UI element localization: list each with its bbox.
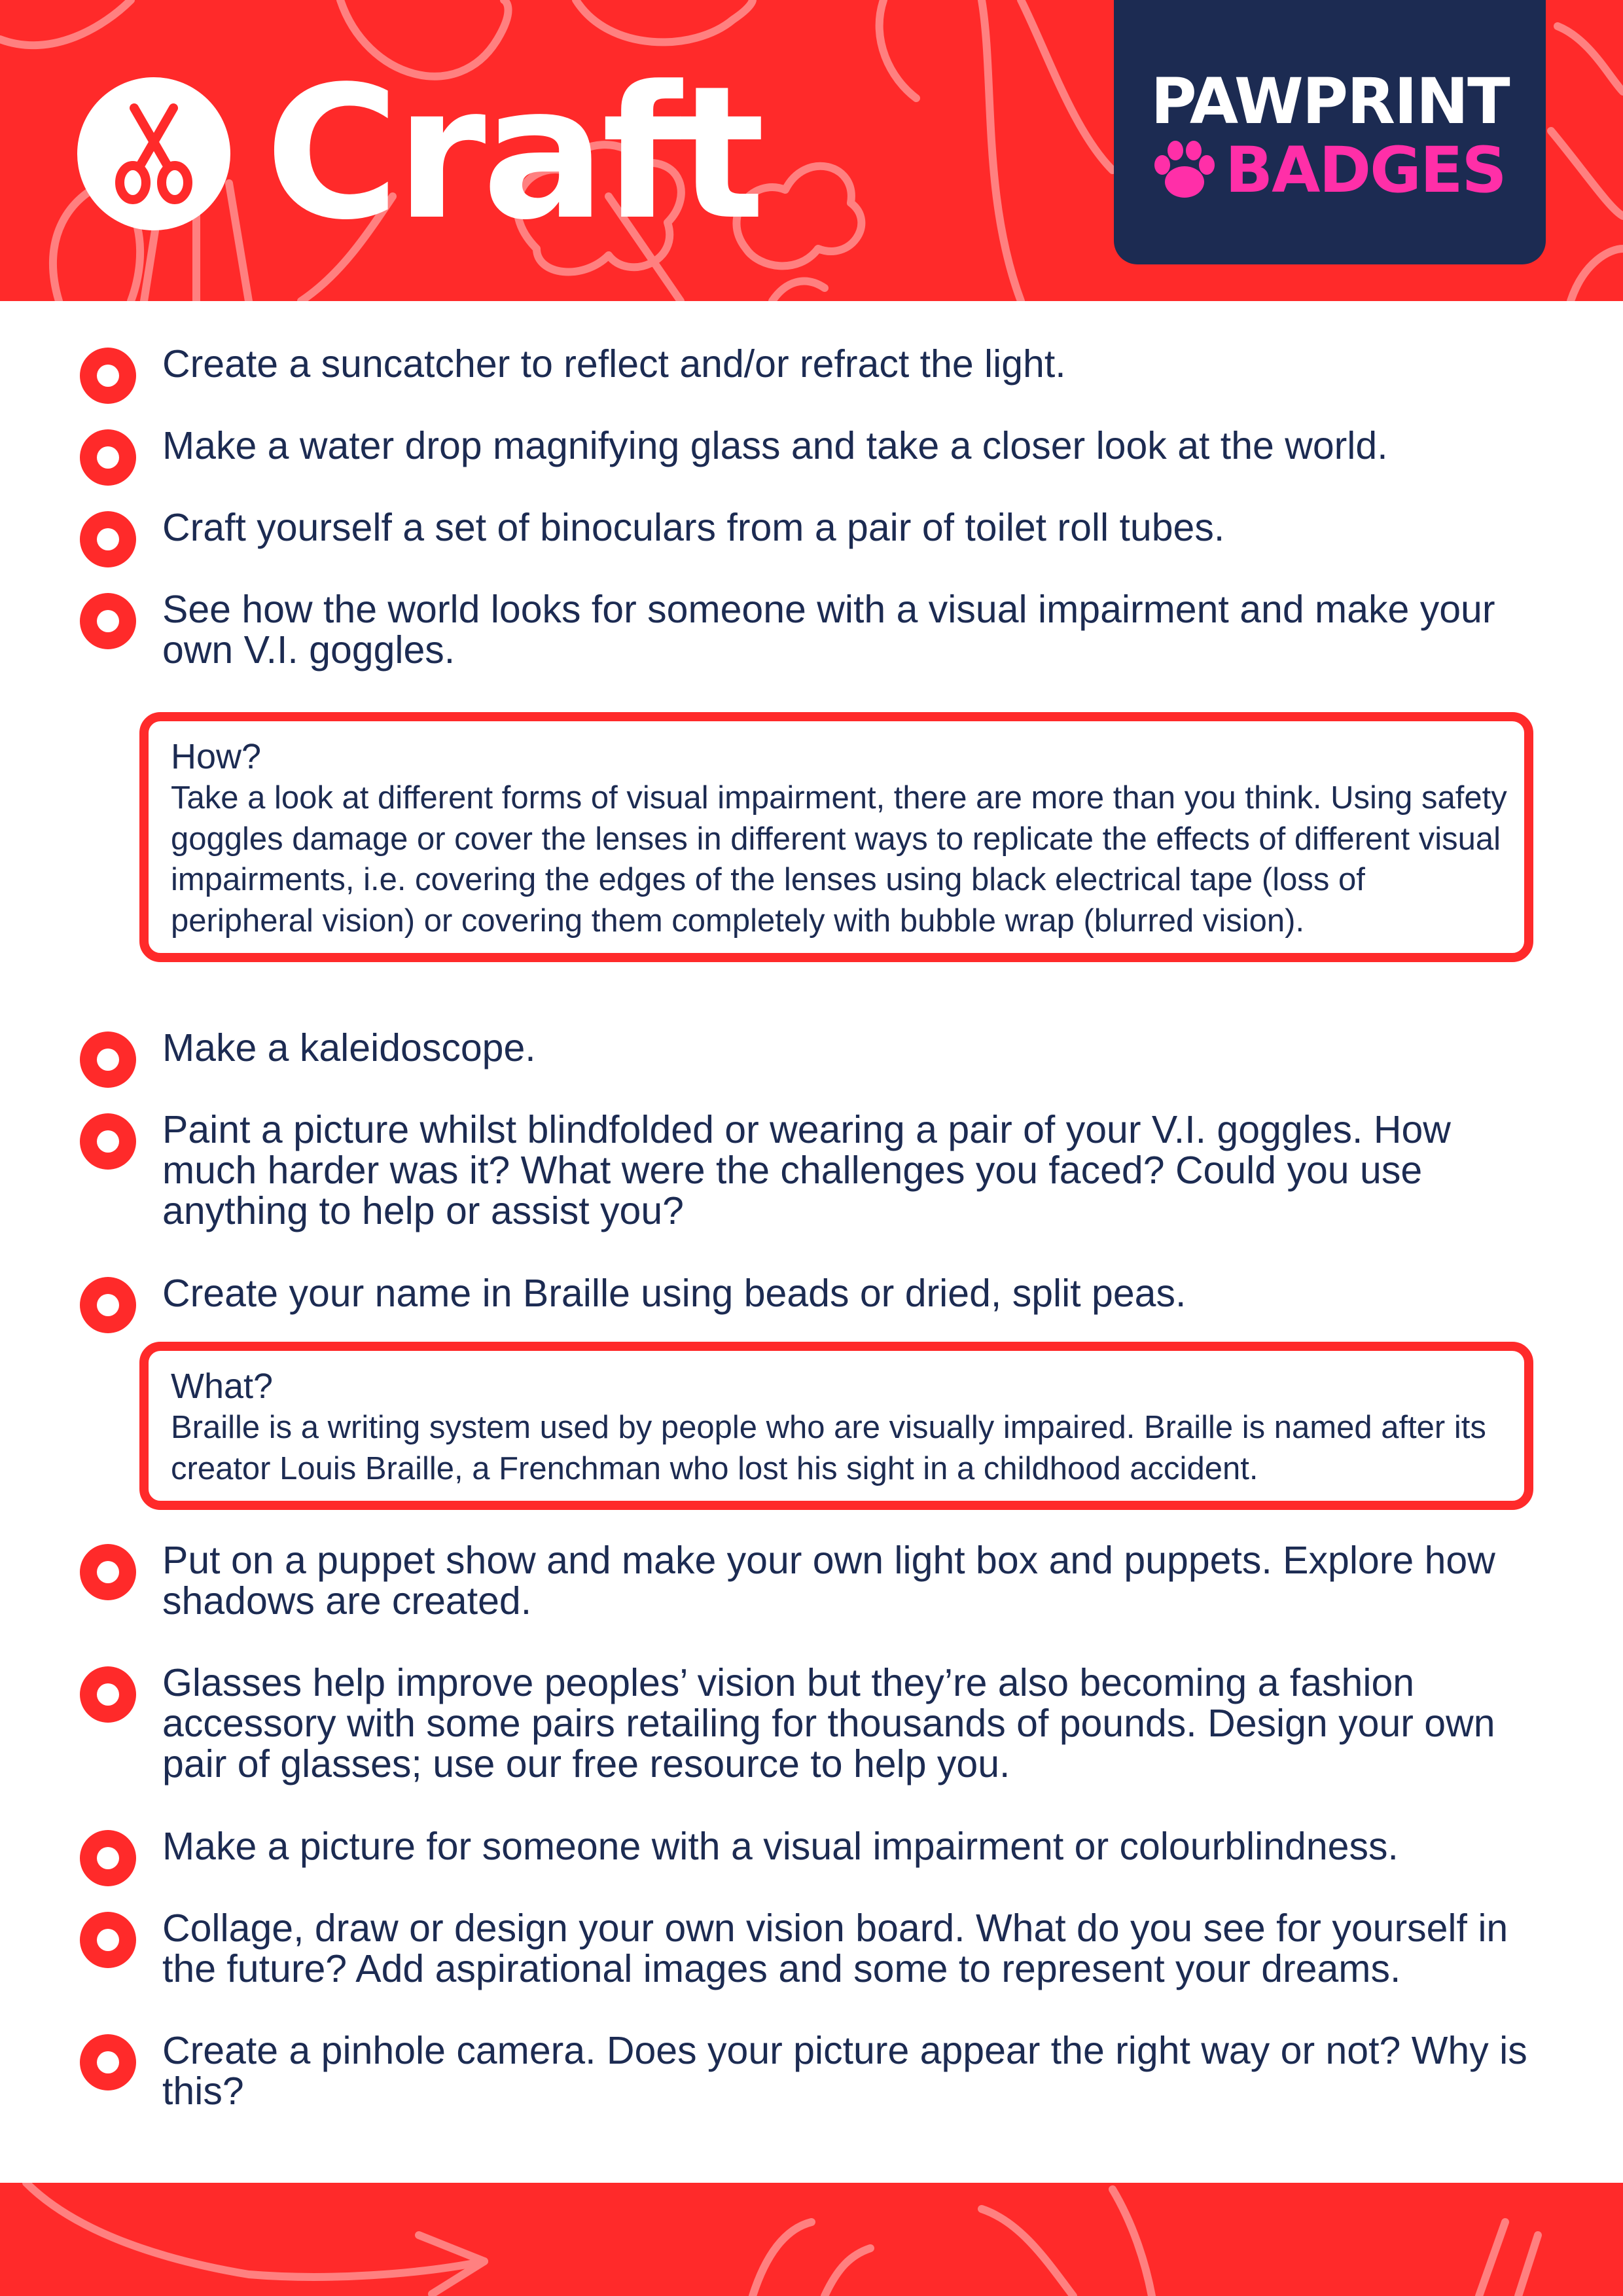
- list-item-text: Make a kaleidoscope.: [162, 1026, 536, 1069]
- header-banner: [0, 0, 1623, 301]
- list-item-text: Glasses help improve peoples’ vision but they’re also becoming a fashion accessory with some pairs retailing for thousands of pounds. Design your own pair of glasses; use our free resource to help you.: [162, 1661, 1495, 1785]
- bullet-icon: [80, 1113, 136, 1170]
- info-box-title: How?: [171, 737, 262, 776]
- info-box-body: Take a look at different forms of visual impairment, there are more than you think. Using safety goggles damage or cover the lenses in different ways to replicate the effects of different visual impairments, i.e. covering the edges of the lenses using black electrical tape (loss of peripheral vision) or covering them completely with bubble wrap (blurred vision).: [171, 780, 1507, 939]
- page-title: Craft: [265, 47, 762, 260]
- info-box-what: [139, 1342, 1533, 1510]
- bullet-icon: [80, 429, 136, 486]
- bullet-icon: [80, 1544, 136, 1600]
- list-item-text: Put on a puppet show and make your own light box and puppets. Explore how shadows are created.: [162, 1539, 1495, 1623]
- bullet-icon: [80, 348, 136, 404]
- bullet-icon: [80, 511, 136, 567]
- list-item-text: Make a water drop magnifying glass and take a closer look at the world.: [162, 424, 1388, 467]
- list-item-text: Paint a picture whilst blindfolded or wearing a pair of your V.I. goggles. How much harder was it? What were the challenges you faced? Could you use anything to help or assist you?: [162, 1108, 1451, 1232]
- list-item-text: Create your name in Braille using beads or dried, split peas.: [162, 1272, 1186, 1315]
- paw-icon: [1152, 140, 1217, 200]
- scissors-icon: [77, 77, 230, 230]
- info-box-body: Braille is a writing system used by people who are visually impaired. Braille is named after its creator Louis Braille, a Frenchman who lost his sight in a childhood accident.: [171, 1410, 1486, 1486]
- logo-line2: [1152, 134, 1518, 206]
- bullet-icon: [80, 1912, 136, 1968]
- list-item-text: Craft yourself a set of binoculars from a pair of toilet roll tubes.: [162, 506, 1225, 549]
- list-item-text: Collage, draw or design your own vision board. What do you see for yourself in the future? Add aspirational images and some to represent your dreams.: [162, 1907, 1508, 1990]
- info-box-title: What?: [171, 1367, 274, 1406]
- footer-banner: [0, 2183, 1623, 2296]
- list-item-text: Create a suncatcher to reflect and/or refract the light.: [162, 342, 1066, 386]
- info-box-how: [139, 712, 1533, 962]
- list-item-text: Make a picture for someone with a visual impairment or colourblindness.: [162, 1825, 1399, 1868]
- bullet-icon: [80, 1830, 136, 1886]
- bullet-icon: [80, 1277, 136, 1333]
- bullet-icon: [80, 2034, 136, 2090]
- footer-doodles-decoration: [0, 2183, 1623, 2296]
- logo-line2-text: BADGES: [1225, 134, 1506, 207]
- logo-line1: PAWPRINT: [1150, 65, 1509, 138]
- list-item-text: Create a pinhole camera. Does your picture appear the right way or not? Why is this?: [162, 2029, 1527, 2113]
- bullet-icon: [80, 1031, 136, 1088]
- bullet-icon: [80, 1666, 136, 1723]
- list-item-text: See how the world looks for someone with a visual impairment and make your own V.I. goggles.: [162, 588, 1495, 672]
- bullet-icon: [80, 593, 136, 649]
- pawprint-badges-logo: [1114, 0, 1546, 264]
